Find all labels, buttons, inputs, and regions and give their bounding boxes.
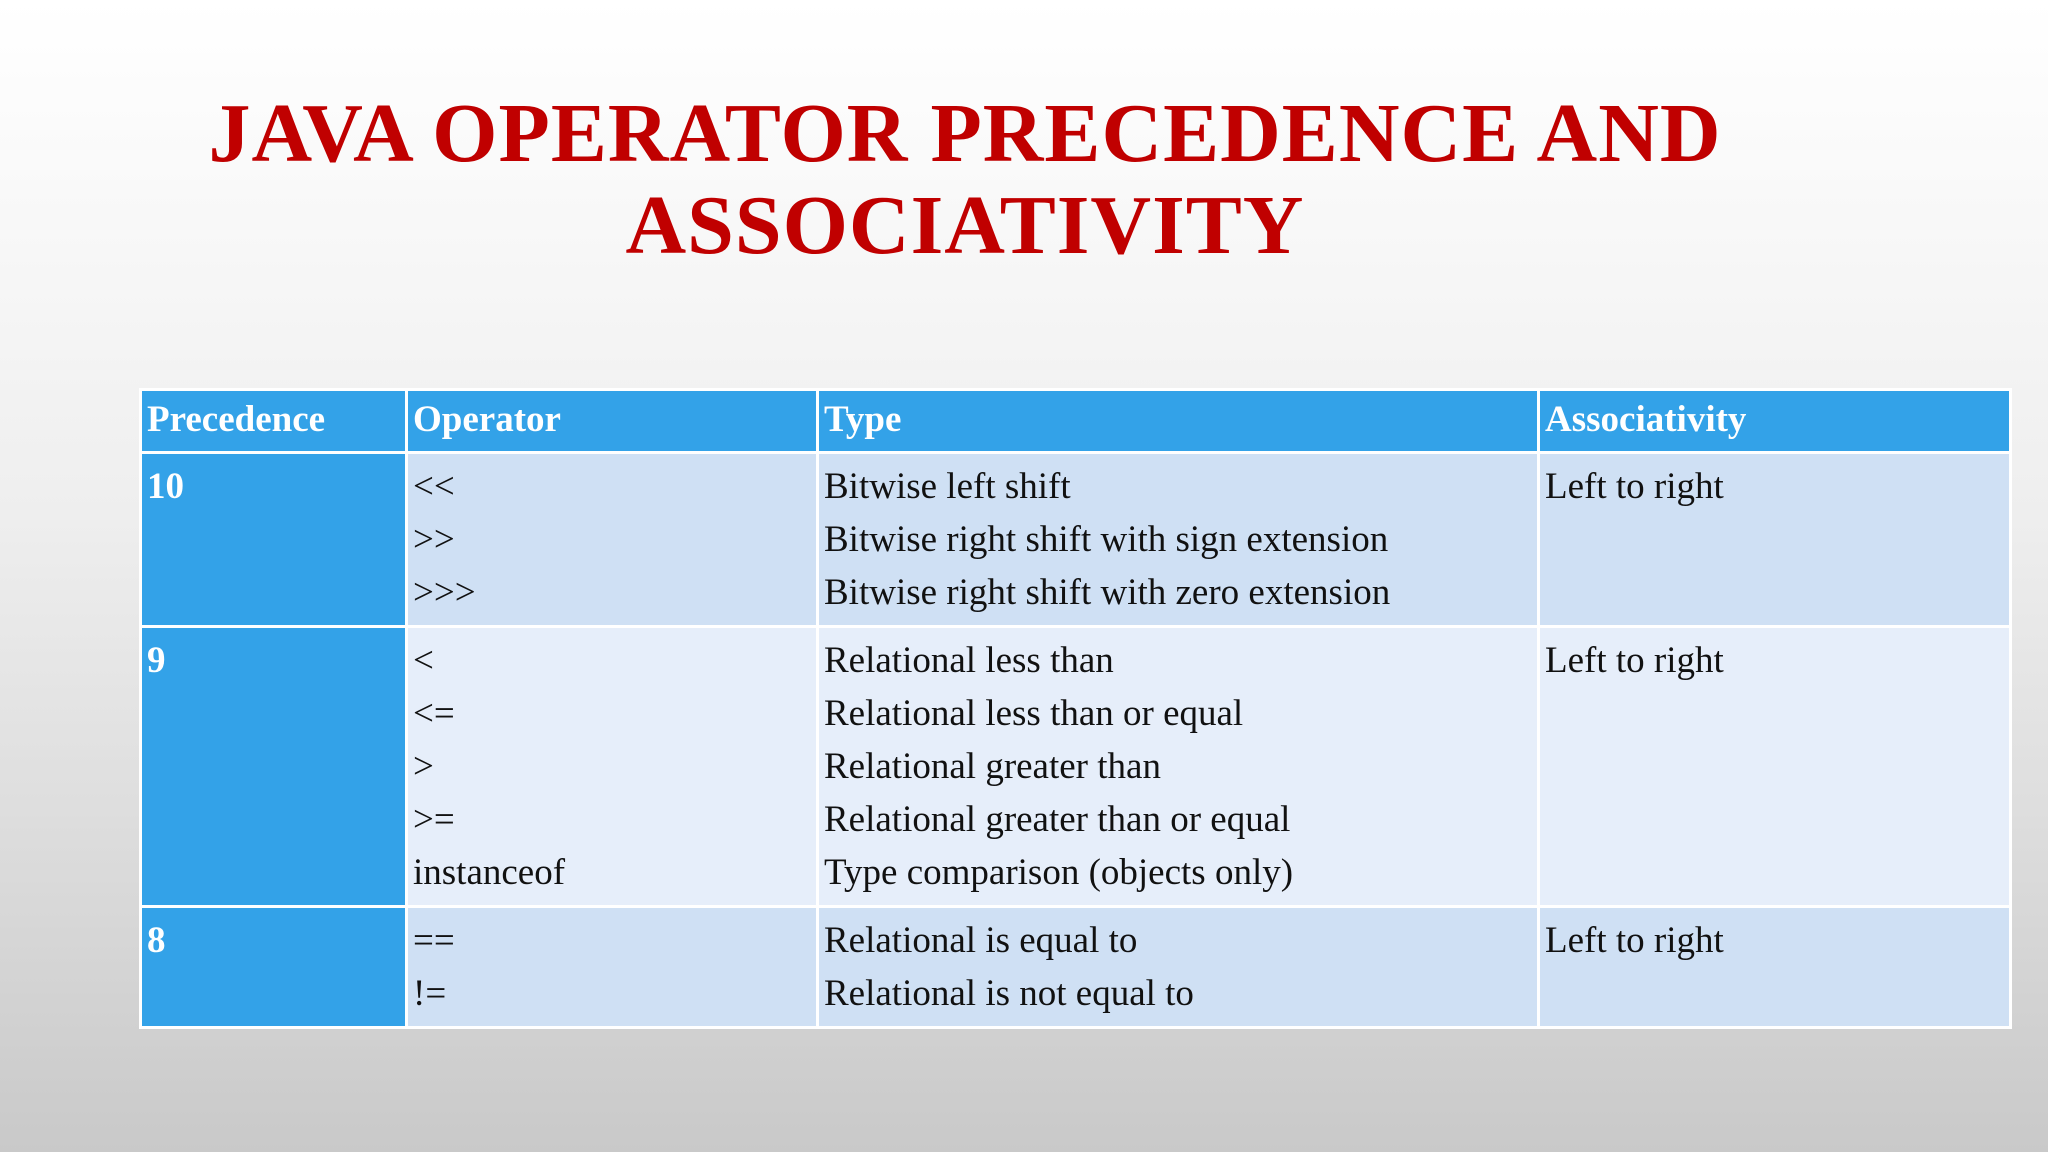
precedence-value: 10: [147, 466, 184, 507]
operator-precedence-table: [139, 388, 2012, 1029]
operator-value: >>>: [413, 572, 476, 613]
type-cell: [818, 453, 1539, 627]
table-row: [141, 453, 2011, 627]
type-value: Relational is equal to: [824, 920, 1138, 961]
operator-value: <<: [413, 466, 455, 507]
associativity-value: Left to right: [1545, 920, 1724, 961]
type-value: Type comparison (objects only): [824, 852, 1294, 893]
operator-value: >=: [413, 799, 455, 840]
header-precedence: Precedence: [141, 390, 407, 453]
type-value: Bitwise right shift with sign extension: [824, 519, 1389, 560]
associativity-value: Left to right: [1545, 466, 1724, 507]
operator-value: >: [413, 746, 434, 787]
operator-value: >>: [413, 519, 455, 560]
operator-value: <=: [413, 693, 455, 734]
type-value: Relational greater than or equal: [824, 799, 1291, 840]
table-row: [141, 907, 2011, 1028]
header-associativity: Associativity: [1539, 390, 2011, 453]
type-value: Bitwise left shift: [824, 466, 1071, 507]
header-type: Type: [818, 390, 1539, 453]
type-value: Relational less than or equal: [824, 693, 1244, 734]
precedence-cell: [141, 453, 407, 627]
slide-title-line-1: JAVA OPERATOR PRECEDENCE AND: [208, 87, 1722, 180]
header-operator: Operator: [407, 390, 818, 453]
precedence-value: 8: [147, 920, 166, 961]
type-value: Relational less than: [824, 640, 1114, 681]
operator-value: !=: [413, 973, 447, 1014]
type-value: Relational is not equal to: [824, 973, 1194, 1014]
associativity-cell: [1539, 453, 2011, 627]
type-value: Relational greater than: [824, 746, 1161, 787]
table-header-row: [141, 390, 2011, 453]
type-cell: [818, 627, 1539, 907]
precedence-value: 9: [147, 640, 166, 681]
precedence-cell: [141, 907, 407, 1028]
associativity-cell: [1539, 627, 2011, 907]
operator-value: instanceof: [413, 852, 566, 893]
associativity-value: Left to right: [1545, 640, 1724, 681]
precedence-cell: [141, 627, 407, 907]
operator-cell: [407, 907, 818, 1028]
slide-title-line-2: ASSOCIATIVITY: [625, 179, 1305, 272]
operator-value: ==: [413, 920, 455, 961]
operator-value: <: [413, 640, 434, 681]
type-value: Bitwise right shift with zero extension: [824, 572, 1391, 613]
operator-cell: [407, 627, 818, 907]
type-cell: [818, 907, 1539, 1028]
operator-cell: [407, 453, 818, 627]
associativity-cell: [1539, 907, 2011, 1028]
slide-title: [0, 88, 1930, 272]
table-row: [141, 627, 2011, 907]
